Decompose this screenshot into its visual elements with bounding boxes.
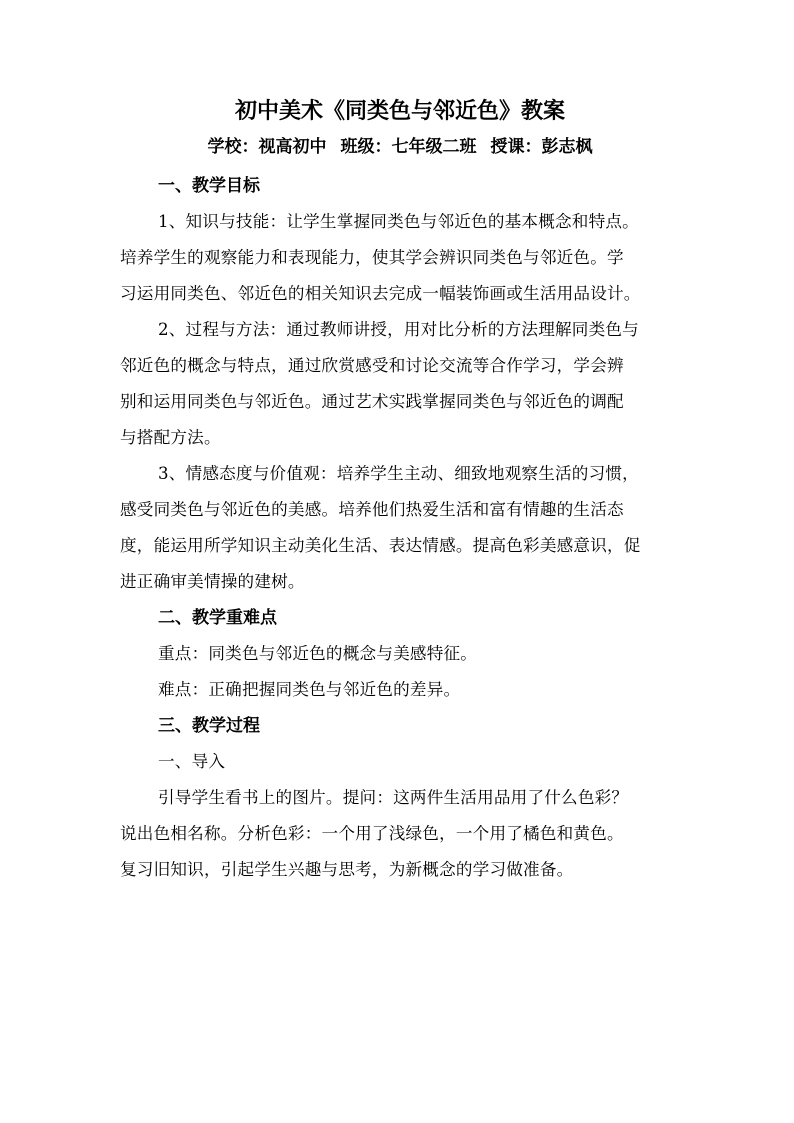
key-point-text: 重点：同类色与邻近色的概念与美感特征。 [158,644,478,663]
school-label: 学校：视高初中 [207,137,327,157]
class-label: 班级：七年级二班 [340,137,477,157]
paragraph-line: 别和运用同类色与邻近色。通过艺术实践掌握同类色与邻近色的调配 [120,392,624,411]
teacher-label: 授课：彭志枫 [490,137,593,157]
paragraph-line: 培养学生的观察能力和表现能力，使其学会辨识同类色与邻近色。学 [120,248,624,267]
paragraph-line: 说出色相名称。分析色彩：一个用了浅绿色，一个用了橘色和黄色。 [120,824,624,843]
section-heading-key-points: 二、教学重难点 [158,608,277,628]
paragraph-emotion-values [120,456,680,600]
document-title: 初中美术《同类色与邻近色》教案 [234,99,565,124]
document-meta [120,134,680,160]
paragraph-line: 引导学生看书上的图片。提问：这两件生活用品用了什么色彩？ [158,788,629,807]
paragraph-line: 1、知识与技能：让学生掌握同类色与邻近色的基本概念和特点。 [158,212,639,231]
paragraph-line: 习运用同类色、邻近色的相关知识去完成一幅装饰画或生活用品设计。 [120,284,641,303]
difficulty-text: 难点：正确把握同类色与邻近色的差异。 [158,680,461,699]
paragraph-line: 与搭配方法。 [120,428,221,447]
paragraph-line: 邻近色的概念与特点，通过欣赏感受和讨论交流等合作学习，学会辨 [120,356,624,375]
paragraph-line: 3、情感态度与价值观：培养学生主动、细致地观察生活的习惯， [158,464,639,483]
paragraph-line: 度，能运用所学知识主动美化生活、表达情感。提高色彩美感意识，促 [120,536,641,555]
paragraph-line: 2、过程与方法：通过教师讲授，用对比分析的方法理解同类色与 [158,320,639,339]
paragraph-line: 感受同类色与邻近色的美感。培养他们热爱生活和富有情趣的生活态 [120,500,624,519]
document-page [120,96,680,888]
paragraph-line: 复习旧知识，引起学生兴趣与思考，为新概念的学习做准备。 [120,860,574,879]
paragraph-line: 进正确审美情操的建树。 [120,572,305,591]
section-heading-objectives: 一、教学目标 [158,176,260,196]
paragraph-knowledge-skills [120,204,680,312]
section-heading-process: 三、教学过程 [158,716,260,736]
paragraph-process-methods [120,312,680,456]
paragraph-intro [120,780,680,888]
subsection-heading-intro: 一、导入 [158,752,226,771]
